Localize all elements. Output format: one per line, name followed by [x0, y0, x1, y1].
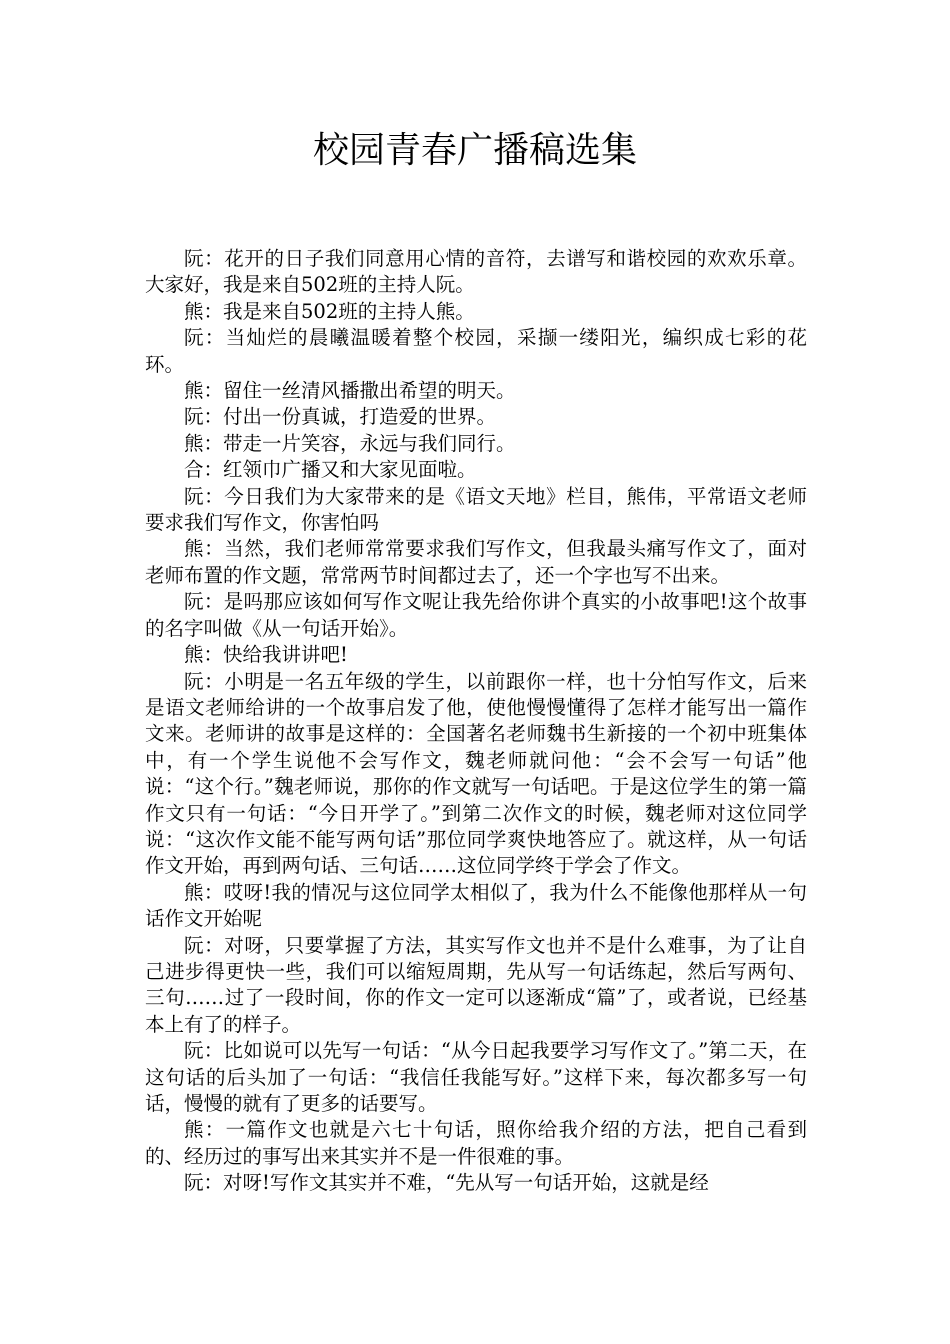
paragraph: 熊：快给我讲讲吧!: [184, 643, 348, 667]
paragraph: 阮：付出一份真诚，打造爱的世界。: [184, 405, 497, 429]
paragraph: 阮：花开的日子我们同意用心情的音符，去谱写和谐校园的欢欢乐章。大家好，我是来自502班的主持人阮。: [145, 247, 807, 297]
document-title: 校园青春广播稿选集: [312, 130, 637, 171]
paragraph: 合：红领巾广播又和大家见面啦。: [184, 458, 477, 482]
paragraph: 阮：小明是一名五年级的学生，以前跟你一样，也十分怕写作文，后来是语文老师给讲的一个故事启发了他，使他慢慢懂得了怎样才能写出一篇作文来。老师讲的故事是这样的：全国著名老师魏书生新接的一个初中班集体中，有一个学生说他不会写作文，魏老师就问他：“会不会写一句话”他说：“这个行。”魏老师说，那你的作文就写一句话吧。于是这位学生的第一篇作文只有一句话：“今日开学了。”到第二次作文的时候，魏老师对这位同学说：“这次作文能不能写两句话”那位同学爽快地答应了。就这样，从一句话作文开始，再到两句话、三句话……这位同学终于学会了作文。: [145, 669, 807, 878]
paragraph: 阮：今日我们为大家带来的是《语文天地》栏目，熊伟，平常语文老师要求我们写作文，你害怕吗: [145, 484, 807, 535]
document-body: [145, 246, 807, 1197]
paragraph: 阮：当灿烂的晨曦温暖着整个校园，采撷一缕阳光，编织成七彩的花环。: [145, 326, 807, 376]
paragraph: 阮：对呀!写作文其实并不难，“先从写一句话开始，这就是经: [184, 1171, 709, 1195]
paragraph: 熊：一篇作文也就是六七十句话，照你给我介绍的方法，把自己看到的、经历过的事写出来其实并不是一件很难的事。: [145, 1118, 807, 1168]
paragraph: 熊：留住一丝清风播撒出希望的明天。: [184, 379, 516, 403]
paragraph: 阮：对呀，只要掌握了方法，其实写作文也并不是什么难事，为了让自己进步得更快一些，我们可以缩短周期，先从写一句话练起，然后写两句、三句……过了一段时间，你的作文一定可以逐渐成“篇”了，或者说，已经基本上有了的样子。: [145, 933, 807, 1036]
paragraph: 熊：带走一片笑容，永远与我们同行。: [184, 431, 516, 455]
paragraph: 阮：比如说可以先写一句话：“从今日起我要学习写作文了。”第二天，在这句话的后头加了一句话：“我信任我能写好。”这样下来，每次都多写一句话，慢慢的就有了更多的话要写。: [145, 1039, 807, 1115]
paragraph: 熊：当然，我们老师常常要求我们写作文，但我最头痛写作文了，面对老师布置的作文题，常常两节时间都过去了，还一个字也写不出来。: [145, 537, 807, 587]
paragraph: 熊：我是来自502班的主持人熊。: [184, 299, 475, 323]
paragraph: 熊：哎呀!我的情况与这位同学太相似了，我为什么不能像他那样从一句话作文开始呢: [145, 880, 807, 931]
paragraph: 阮：是吗那应该如何写作文呢让我先给你讲个真实的小故事吧!这个故事的名字叫做《从一句话开始》。: [145, 590, 807, 640]
